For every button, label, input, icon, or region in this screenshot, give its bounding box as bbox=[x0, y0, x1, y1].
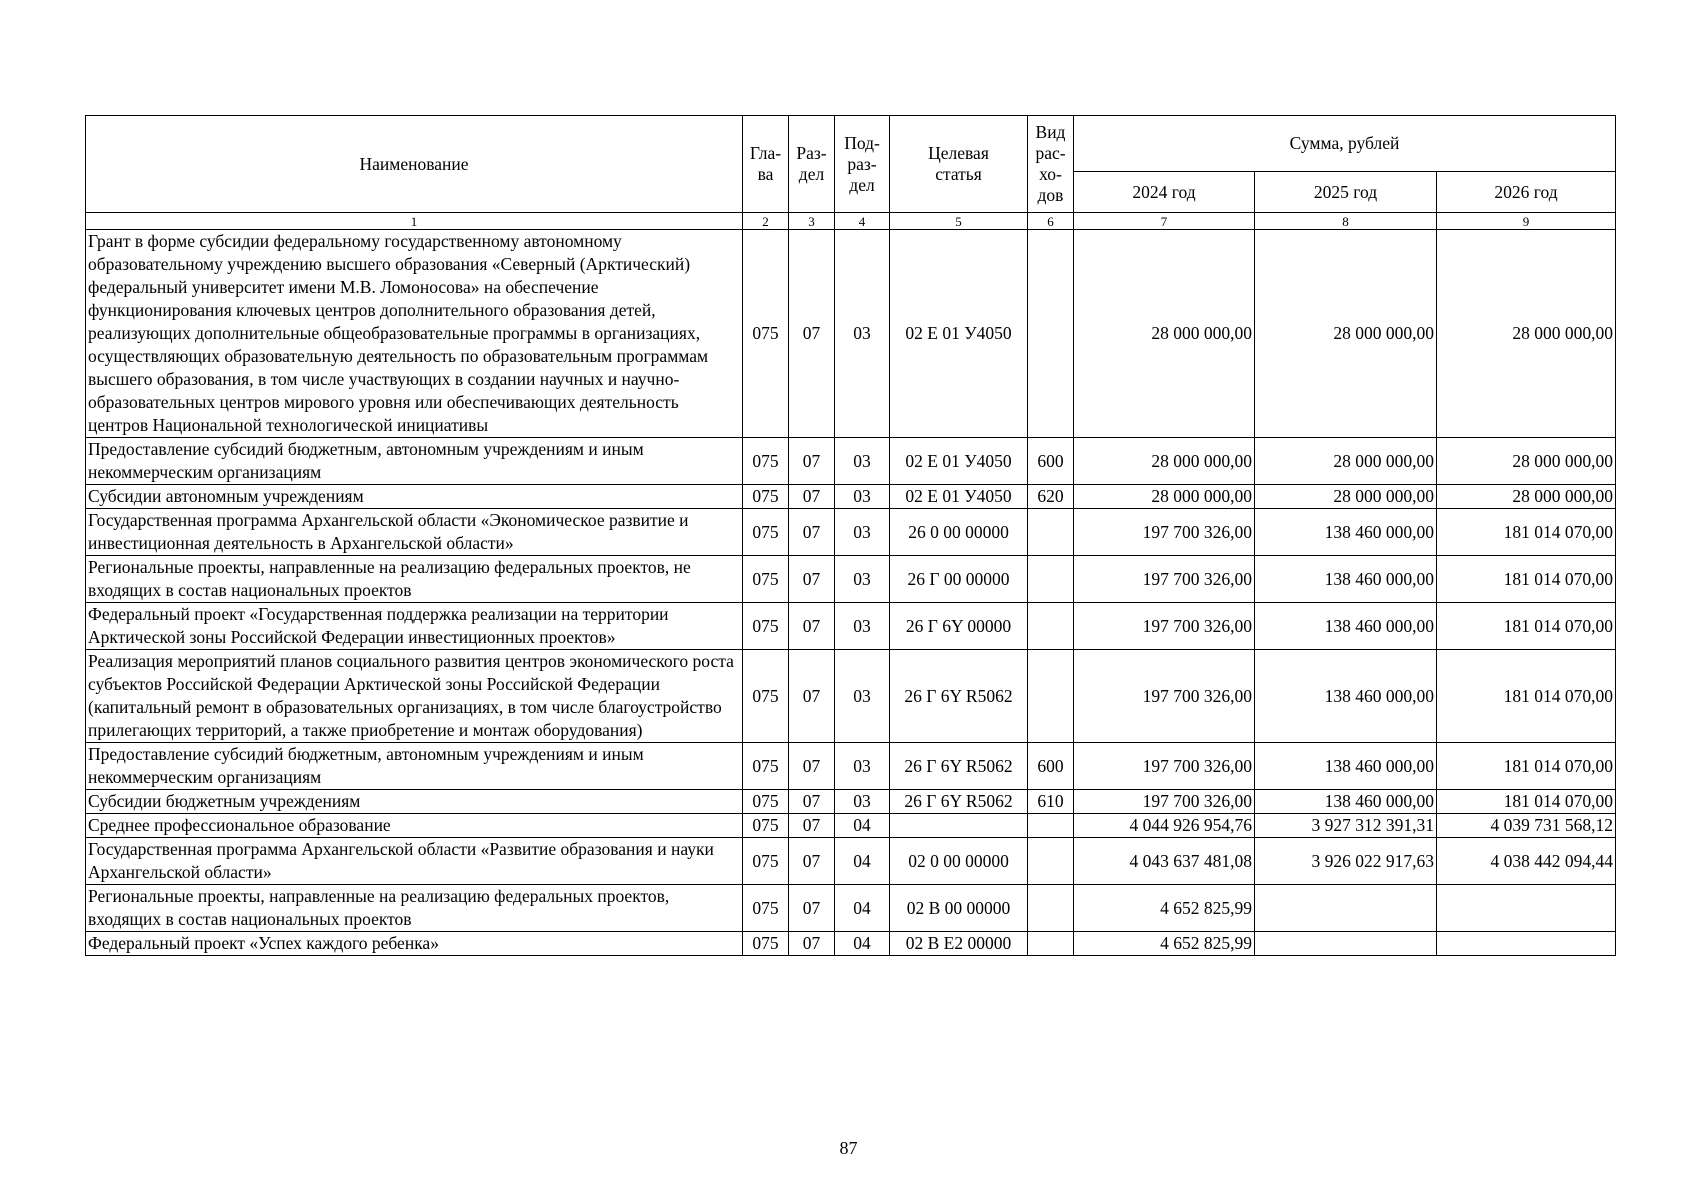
table-row bbox=[86, 790, 1616, 814]
column-number: 1 bbox=[86, 213, 743, 230]
row-amount-2025: 138 460 000,00 bbox=[1255, 790, 1437, 814]
column-numbers-row bbox=[86, 213, 1616, 230]
row-amount-2026: 181 014 070,00 bbox=[1437, 556, 1616, 603]
row-vid bbox=[1028, 932, 1074, 956]
row-name: Предоставление субсидий бюджетным, автономным учреждениям и иным некоммерческим организациям bbox=[86, 438, 743, 485]
row-tselevaya: 26 Г 6Y R5062 bbox=[890, 790, 1028, 814]
header-podrazdel bbox=[835, 116, 890, 213]
row-podrazdel: 03 bbox=[835, 603, 890, 650]
row-razdel: 07 bbox=[789, 485, 835, 509]
row-amount-2026: 181 014 070,00 bbox=[1437, 650, 1616, 743]
row-name: Региональные проекты, направленные на реализацию федеральных проектов, не входящих в состав национальных проектов bbox=[86, 556, 743, 603]
table-row bbox=[86, 932, 1616, 956]
row-glava: 075 bbox=[743, 743, 789, 790]
header-year-2026: 2026 год bbox=[1437, 172, 1616, 213]
row-amount-2024: 28 000 000,00 bbox=[1074, 485, 1255, 509]
row-amount-2026: 181 014 070,00 bbox=[1437, 603, 1616, 650]
row-amount-2024: 4 652 825,99 bbox=[1074, 885, 1255, 932]
row-podrazdel: 03 bbox=[835, 230, 890, 438]
row-tselevaya: 26 Г 6Y 00000 bbox=[890, 603, 1028, 650]
row-amount-2026: 28 000 000,00 bbox=[1437, 438, 1616, 485]
row-amount-2024: 4 652 825,99 bbox=[1074, 932, 1255, 956]
row-name: Предоставление субсидий бюджетным, автономным учреждениям и иным некоммерческим организациям bbox=[86, 743, 743, 790]
row-tselevaya bbox=[890, 814, 1028, 838]
table-row bbox=[86, 885, 1616, 932]
header-tselevaya-text: Целевая статья bbox=[928, 143, 989, 184]
row-amount-2026: 28 000 000,00 bbox=[1437, 230, 1616, 438]
row-amount-2024: 197 700 326,00 bbox=[1074, 650, 1255, 743]
row-tselevaya: 26 Г 6Y R5062 bbox=[890, 650, 1028, 743]
row-tselevaya: 02 Е 01 У4050 bbox=[890, 438, 1028, 485]
row-glava: 075 bbox=[743, 814, 789, 838]
table-row bbox=[86, 838, 1616, 885]
row-name: Государственная программа Архангельской области «Экономическое развитие и инвестиционная деятельность в Архангельской области» bbox=[86, 509, 743, 556]
row-amount-2025: 138 460 000,00 bbox=[1255, 509, 1437, 556]
row-amount-2024: 197 700 326,00 bbox=[1074, 509, 1255, 556]
row-amount-2024: 4 043 637 481,08 bbox=[1074, 838, 1255, 885]
row-tselevaya: 26 0 00 00000 bbox=[890, 509, 1028, 556]
row-name: Федеральный проект «Успех каждого ребенка» bbox=[86, 932, 743, 956]
row-amount-2025: 138 460 000,00 bbox=[1255, 743, 1437, 790]
row-amount-2026: 181 014 070,00 bbox=[1437, 743, 1616, 790]
row-podrazdel: 04 bbox=[835, 885, 890, 932]
header-year-2024: 2024 год bbox=[1074, 172, 1255, 213]
row-amount-2024: 28 000 000,00 bbox=[1074, 438, 1255, 485]
header-podrazdel-text: Под- раз- дел bbox=[844, 132, 880, 195]
row-name: Государственная программа Архангельской области «Развитие образования и науки Архангельской области» bbox=[86, 838, 743, 885]
header-glava-text: Гла- ва bbox=[749, 143, 782, 184]
row-amount-2026: 181 014 070,00 bbox=[1437, 509, 1616, 556]
row-glava: 075 bbox=[743, 438, 789, 485]
row-tselevaya: 02 В 00 00000 bbox=[890, 885, 1028, 932]
row-razdel: 07 bbox=[789, 650, 835, 743]
column-number: 8 bbox=[1255, 213, 1437, 230]
row-amount-2026: 4 039 731 568,12 bbox=[1437, 814, 1616, 838]
header-razdel-text: Раз- дел bbox=[796, 143, 827, 184]
row-tselevaya: 26 Г 00 00000 bbox=[890, 556, 1028, 603]
row-podrazdel: 03 bbox=[835, 438, 890, 485]
row-podrazdel: 04 bbox=[835, 838, 890, 885]
row-glava: 075 bbox=[743, 790, 789, 814]
header-summa: Сумма, рублей bbox=[1074, 116, 1616, 172]
row-name: Субсидии бюджетным учреждениям bbox=[86, 790, 743, 814]
row-vid: 620 bbox=[1028, 485, 1074, 509]
row-glava: 075 bbox=[743, 603, 789, 650]
row-glava: 075 bbox=[743, 932, 789, 956]
row-amount-2026: 28 000 000,00 bbox=[1437, 485, 1616, 509]
header-vid bbox=[1028, 116, 1074, 213]
row-amount-2025 bbox=[1255, 885, 1437, 932]
column-number: 6 bbox=[1028, 213, 1074, 230]
row-glava: 075 bbox=[743, 838, 789, 885]
row-amount-2026 bbox=[1437, 932, 1616, 956]
row-glava: 075 bbox=[743, 556, 789, 603]
table-row bbox=[86, 230, 1616, 438]
row-amount-2025: 28 000 000,00 bbox=[1255, 485, 1437, 509]
row-podrazdel: 04 bbox=[835, 932, 890, 956]
row-razdel: 07 bbox=[789, 838, 835, 885]
table-body bbox=[86, 230, 1616, 956]
row-tselevaya: 02 Е 01 У4050 bbox=[890, 485, 1028, 509]
row-podrazdel: 03 bbox=[835, 790, 890, 814]
header-razdel bbox=[789, 116, 835, 213]
row-vid bbox=[1028, 556, 1074, 603]
row-amount-2025: 28 000 000,00 bbox=[1255, 438, 1437, 485]
table-row bbox=[86, 509, 1616, 556]
row-glava: 075 bbox=[743, 230, 789, 438]
row-razdel: 07 bbox=[789, 509, 835, 556]
column-number: 7 bbox=[1074, 213, 1255, 230]
row-razdel: 07 bbox=[789, 556, 835, 603]
header-name: Наименование bbox=[86, 116, 743, 213]
row-vid: 610 bbox=[1028, 790, 1074, 814]
table-row bbox=[86, 650, 1616, 743]
row-vid bbox=[1028, 650, 1074, 743]
row-tselevaya: 02 Е 01 У4050 bbox=[890, 230, 1028, 438]
row-amount-2024: 197 700 326,00 bbox=[1074, 603, 1255, 650]
header-year-2025: 2025 год bbox=[1255, 172, 1437, 213]
header-row-1 bbox=[86, 116, 1616, 172]
row-name: Региональные проекты, направленные на реализацию федеральных проектов, входящих в состав национальных проектов bbox=[86, 885, 743, 932]
row-podrazdel: 03 bbox=[835, 556, 890, 603]
row-podrazdel: 03 bbox=[835, 485, 890, 509]
row-glava: 075 bbox=[743, 485, 789, 509]
row-razdel: 07 bbox=[789, 885, 835, 932]
row-amount-2024: 28 000 000,00 bbox=[1074, 230, 1255, 438]
table-row bbox=[86, 743, 1616, 790]
row-podrazdel: 03 bbox=[835, 743, 890, 790]
row-razdel: 07 bbox=[789, 932, 835, 956]
row-podrazdel: 03 bbox=[835, 650, 890, 743]
column-number: 2 bbox=[743, 213, 789, 230]
row-amount-2024: 197 700 326,00 bbox=[1074, 790, 1255, 814]
column-number: 5 bbox=[890, 213, 1028, 230]
row-name: Среднее профессиональное образование bbox=[86, 814, 743, 838]
row-amount-2025: 3 926 022 917,63 bbox=[1255, 838, 1437, 885]
table-row bbox=[86, 603, 1616, 650]
row-amount-2025: 28 000 000,00 bbox=[1255, 230, 1437, 438]
row-vid bbox=[1028, 838, 1074, 885]
row-amount-2024: 197 700 326,00 bbox=[1074, 743, 1255, 790]
row-name: Федеральный проект «Государственная поддержка реализации на территории Арктической зоны Российской Федерации инвестиционных проектов» bbox=[86, 603, 743, 650]
row-amount-2025: 138 460 000,00 bbox=[1255, 650, 1437, 743]
row-vid bbox=[1028, 885, 1074, 932]
row-vid: 600 bbox=[1028, 743, 1074, 790]
row-amount-2026: 4 038 442 094,44 bbox=[1437, 838, 1616, 885]
table-row bbox=[86, 556, 1616, 603]
row-glava: 075 bbox=[743, 885, 789, 932]
row-amount-2025: 3 927 312 391,31 bbox=[1255, 814, 1437, 838]
row-name: Реализация мероприятий планов социального развития центров экономического роста субъектов Российской Федерации Арктической зоны Российской Федерации (капитальный ремонт в образовательных организациях, в том числе благоустройство прилегающих территорий, а также приобретение и монтаж оборудования) bbox=[86, 650, 743, 743]
header-vid-text: Вид рас- хо- дов bbox=[1035, 122, 1066, 205]
table-row bbox=[86, 485, 1616, 509]
row-name: Грант в форме субсидии федеральному государственному автономному образовательному учреждению высшего образования «Северный (Арктический) федеральный университет имени М.В. Ломоносова» на обеспечение функционирования ключевых центров дополнительного образования детей, реализующих дополнительные общеобразовательные программы в организациях, осуществляющих образовательную деятельность по образовательным программам высшего образования, в том числе участвующих в создании научных и научно-образовательных центров мирового уровня или обеспечивающих деятельность центров Национальной технологической инициативы bbox=[86, 230, 743, 438]
row-amount-2025: 138 460 000,00 bbox=[1255, 556, 1437, 603]
row-amount-2025: 138 460 000,00 bbox=[1255, 603, 1437, 650]
row-glava: 075 bbox=[743, 650, 789, 743]
row-vid bbox=[1028, 814, 1074, 838]
table-row bbox=[86, 438, 1616, 485]
column-number: 9 bbox=[1437, 213, 1616, 230]
row-vid bbox=[1028, 230, 1074, 438]
row-podrazdel: 03 bbox=[835, 509, 890, 556]
row-razdel: 07 bbox=[789, 790, 835, 814]
column-number: 4 bbox=[835, 213, 890, 230]
row-tselevaya: 02 В Е2 00000 bbox=[890, 932, 1028, 956]
header-tselevaya bbox=[890, 116, 1028, 213]
row-glava: 075 bbox=[743, 509, 789, 556]
row-amount-2026 bbox=[1437, 885, 1616, 932]
row-razdel: 07 bbox=[789, 230, 835, 438]
page-number: 87 bbox=[839, 1138, 858, 1158]
row-amount-2024: 4 044 926 954,76 bbox=[1074, 814, 1255, 838]
row-vid: 600 bbox=[1028, 438, 1074, 485]
row-vid bbox=[1028, 509, 1074, 556]
row-vid bbox=[1028, 603, 1074, 650]
row-razdel: 07 bbox=[789, 438, 835, 485]
table-row bbox=[86, 814, 1616, 838]
row-razdel: 07 bbox=[789, 814, 835, 838]
row-razdel: 07 bbox=[789, 603, 835, 650]
row-tselevaya: 02 0 00 00000 bbox=[890, 838, 1028, 885]
row-name: Субсидии автономным учреждениям bbox=[86, 485, 743, 509]
row-tselevaya: 26 Г 6Y R5062 bbox=[890, 743, 1028, 790]
row-amount-2025 bbox=[1255, 932, 1437, 956]
row-podrazdel: 04 bbox=[835, 814, 890, 838]
budget-table bbox=[85, 115, 1616, 956]
row-amount-2024: 197 700 326,00 bbox=[1074, 556, 1255, 603]
row-amount-2026: 181 014 070,00 bbox=[1437, 790, 1616, 814]
column-number: 3 bbox=[789, 213, 835, 230]
row-razdel: 07 bbox=[789, 743, 835, 790]
header-glava bbox=[743, 116, 789, 213]
